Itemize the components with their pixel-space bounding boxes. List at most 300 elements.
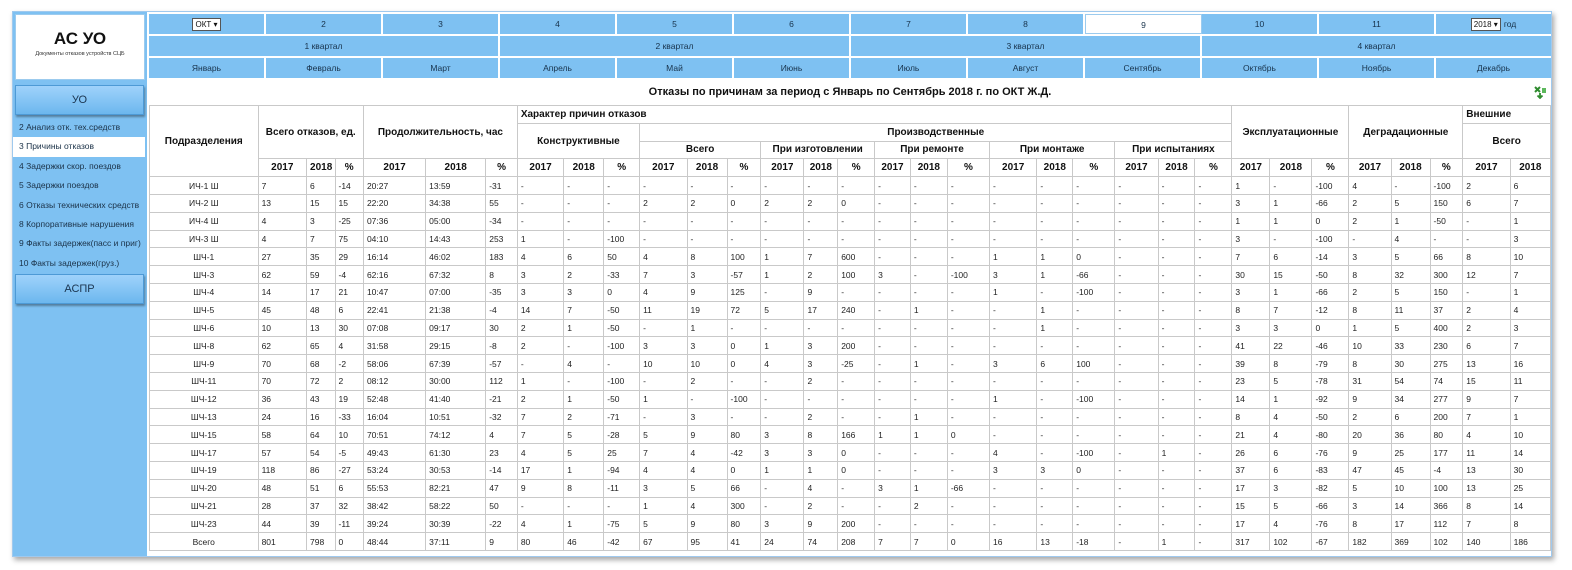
table-cell: 21:38 bbox=[426, 301, 486, 319]
table-cell: - bbox=[517, 497, 563, 515]
table-cell: - bbox=[727, 319, 761, 337]
table-cell: 11 bbox=[1391, 301, 1430, 319]
header-production: Производственные bbox=[640, 123, 1232, 141]
table-cell: 100 bbox=[727, 248, 761, 266]
road-select-cell bbox=[149, 14, 266, 34]
table-cell: 58 bbox=[258, 426, 306, 444]
table-cell: - bbox=[1115, 497, 1158, 515]
table-cell: - bbox=[804, 390, 838, 408]
table-cell: - bbox=[564, 497, 604, 515]
division-name: ИЧ-2 Ш bbox=[150, 194, 259, 212]
table-cell: - bbox=[1195, 319, 1232, 337]
nav-button-aspr[interactable]: АСПР bbox=[15, 274, 144, 304]
table-cell: -94 bbox=[604, 461, 640, 479]
table-row bbox=[150, 283, 1551, 301]
header-percent: % bbox=[727, 159, 761, 177]
table-cell: 3 bbox=[989, 266, 1036, 284]
table-cell: - bbox=[910, 212, 947, 230]
table-cell: 62 bbox=[258, 266, 306, 284]
table-cell: 66 bbox=[727, 479, 761, 497]
table-row bbox=[150, 533, 1551, 551]
table-cell: 3 bbox=[640, 479, 687, 497]
period-number[interactable]: 3 bbox=[383, 14, 500, 34]
table-cell: 9 bbox=[1349, 444, 1391, 462]
table-cell: - bbox=[1158, 479, 1195, 497]
month-cell[interactable]: Октябрь bbox=[1202, 58, 1319, 78]
header-year-2017: 2017 bbox=[1232, 159, 1270, 177]
year-select-value: 2018 bbox=[1473, 20, 1492, 30]
header-year-2018: 2018 bbox=[687, 159, 727, 177]
table-cell: 17 bbox=[517, 461, 563, 479]
table-cell: 6 bbox=[564, 248, 604, 266]
table-cell: 64 bbox=[307, 426, 335, 444]
table-cell: 8 bbox=[486, 266, 518, 284]
month-cell[interactable]: Декабрь bbox=[1436, 58, 1551, 78]
table-cell: -14 bbox=[335, 177, 363, 195]
table-cell: - bbox=[989, 479, 1036, 497]
month-cell[interactable]: Сентябрь bbox=[1085, 58, 1202, 78]
month-cell[interactable]: Февраль bbox=[266, 58, 383, 78]
table-cell: - bbox=[838, 319, 875, 337]
table-cell: 2 bbox=[1463, 177, 1510, 195]
table-cell: - bbox=[1158, 461, 1195, 479]
division-name: ШЧ-20 bbox=[150, 479, 259, 497]
table-cell: 10 bbox=[687, 355, 727, 373]
table-cell: 1 bbox=[761, 266, 804, 284]
header-nature: Характер причин отказов bbox=[517, 106, 1232, 124]
table-cell: - bbox=[1195, 337, 1232, 355]
table-cell: 15 bbox=[1270, 266, 1312, 284]
table-cell: 2 bbox=[1349, 408, 1391, 426]
table-cell: - bbox=[1037, 426, 1073, 444]
table-cell: - bbox=[1073, 212, 1115, 230]
table-cell: 54 bbox=[307, 444, 335, 462]
table-cell: 208 bbox=[838, 533, 875, 551]
sidebar-item[interactable]: 10 Факты задержек(груз.) bbox=[19, 257, 120, 268]
header-percent: % bbox=[604, 159, 640, 177]
table-cell: 1 bbox=[804, 461, 838, 479]
export-excel-icon[interactable] bbox=[1533, 85, 1547, 99]
table-cell: 2 bbox=[761, 194, 804, 212]
table-cell: - bbox=[910, 390, 947, 408]
table-cell: 200 bbox=[838, 515, 875, 533]
table-cell: 4 bbox=[640, 283, 687, 301]
table-cell: 0 bbox=[727, 194, 761, 212]
header-year-2018: 2018 bbox=[910, 159, 947, 177]
table-cell: 4 bbox=[517, 515, 563, 533]
table-cell: 3 bbox=[1510, 319, 1550, 337]
header-year-2017: 2017 bbox=[258, 159, 306, 177]
table-cell: 65 bbox=[307, 337, 335, 355]
table-cell: 67 bbox=[640, 533, 687, 551]
table-cell: - bbox=[1158, 497, 1195, 515]
table-cell: - bbox=[875, 248, 911, 266]
table-cell: - bbox=[564, 337, 604, 355]
table-cell: 100 bbox=[838, 266, 875, 284]
table-cell: - bbox=[1073, 337, 1115, 355]
table-cell: 10 bbox=[335, 426, 363, 444]
table-cell: 52:48 bbox=[363, 390, 425, 408]
table-cell: 1 bbox=[761, 337, 804, 355]
table-cell: 8 bbox=[804, 426, 838, 444]
year-label: год bbox=[1503, 19, 1517, 29]
table-cell: 4 bbox=[1510, 301, 1550, 319]
table-cell: 10 bbox=[258, 319, 306, 337]
table-cell: -46 bbox=[1312, 337, 1349, 355]
table-cell: - bbox=[838, 408, 875, 426]
period-number[interactable]: 10 bbox=[1202, 14, 1319, 34]
table-cell: - bbox=[910, 177, 947, 195]
table-cell: 7 bbox=[258, 177, 306, 195]
table-cell: 369 bbox=[1391, 533, 1430, 551]
sidebar-item[interactable]: 6 Отказы технических средств bbox=[19, 199, 140, 210]
table-cell: 3 bbox=[1232, 194, 1270, 212]
table-cell: 19 bbox=[687, 301, 727, 319]
table-cell: 2 bbox=[804, 194, 838, 212]
table-cell: 6 bbox=[1463, 194, 1510, 212]
table-cell: 11 bbox=[1510, 372, 1550, 390]
table-cell: - bbox=[838, 497, 875, 515]
table-cell: 27 bbox=[258, 248, 306, 266]
table-cell: 39:24 bbox=[363, 515, 425, 533]
table-cell: 7 bbox=[804, 248, 838, 266]
table-cell: 15 bbox=[335, 194, 363, 212]
table-cell: 7 bbox=[910, 533, 947, 551]
period-number[interactable]: 2 bbox=[266, 14, 383, 34]
table-cell: -21 bbox=[486, 390, 518, 408]
table-cell: -28 bbox=[604, 426, 640, 444]
table-cell: - bbox=[875, 177, 911, 195]
table-cell: -100 bbox=[1073, 444, 1115, 462]
sidebar-item[interactable]: 5 Задержки поездов bbox=[19, 180, 99, 191]
table-cell: - bbox=[727, 212, 761, 230]
table-cell: 112 bbox=[486, 372, 518, 390]
table-cell: - bbox=[1115, 230, 1158, 248]
month-cell[interactable]: Апрель bbox=[500, 58, 617, 78]
table-cell: 5 bbox=[687, 479, 727, 497]
table-cell: 4 bbox=[335, 337, 363, 355]
period-number[interactable]: 5 bbox=[617, 14, 734, 34]
table-cell: - bbox=[989, 230, 1036, 248]
table-cell: 2 bbox=[640, 194, 687, 212]
header-year-2017: 2017 bbox=[640, 159, 687, 177]
table-cell: - bbox=[1073, 194, 1115, 212]
table-cell: 4 bbox=[258, 212, 306, 230]
table-cell: - bbox=[604, 355, 640, 373]
period-number[interactable]: 4 bbox=[500, 14, 617, 34]
table-cell: - bbox=[910, 319, 947, 337]
table-cell: 13 bbox=[1463, 461, 1510, 479]
table-cell: 72 bbox=[307, 372, 335, 390]
table-cell: -100 bbox=[604, 337, 640, 355]
table-cell: - bbox=[875, 515, 911, 533]
table-cell: 182 bbox=[1349, 533, 1391, 551]
period-number[interactable]: 8 bbox=[968, 14, 1085, 34]
table-cell: - bbox=[1037, 408, 1073, 426]
table-cell: - bbox=[875, 461, 911, 479]
table-cell: - bbox=[1073, 515, 1115, 533]
table-cell: 125 bbox=[727, 283, 761, 301]
table-cell: 58:06 bbox=[363, 355, 425, 373]
division-name: ШЧ-9 bbox=[150, 355, 259, 373]
table-cell: -100 bbox=[727, 390, 761, 408]
table-cell: -31 bbox=[486, 177, 518, 195]
table-cell: 13 bbox=[258, 194, 306, 212]
table-cell: 36 bbox=[258, 390, 306, 408]
table-cell: - bbox=[838, 372, 875, 390]
table-cell: - bbox=[1115, 337, 1158, 355]
table-cell: 3 bbox=[687, 337, 727, 355]
table-cell: 80 bbox=[727, 426, 761, 444]
month-cell[interactable]: Июль bbox=[851, 58, 968, 78]
table-cell: - bbox=[1195, 194, 1232, 212]
table-cell: 2 bbox=[1349, 283, 1391, 301]
table-cell: - bbox=[1195, 533, 1232, 551]
table-cell: 0 bbox=[727, 355, 761, 373]
table-cell: - bbox=[947, 515, 989, 533]
month-cell[interactable]: Август bbox=[968, 58, 1085, 78]
table-cell: 67:32 bbox=[426, 266, 486, 284]
month-cell[interactable]: Январь bbox=[149, 58, 266, 78]
period-number[interactable]: 6 bbox=[734, 14, 851, 34]
table-cell: -4 bbox=[486, 301, 518, 319]
table-cell: 8 bbox=[1349, 266, 1391, 284]
table-cell: 5 bbox=[1391, 194, 1430, 212]
table-cell: 5 bbox=[1391, 319, 1430, 337]
table-cell: 3 bbox=[1232, 319, 1270, 337]
table-cell: 74 bbox=[804, 533, 838, 551]
table-cell: 4 bbox=[517, 248, 563, 266]
sidebar-menu bbox=[13, 118, 147, 273]
table-cell: - bbox=[838, 283, 875, 301]
table-cell: 19 bbox=[335, 390, 363, 408]
table-cell: 49:43 bbox=[363, 444, 425, 462]
table-cell: - bbox=[875, 408, 911, 426]
road-select[interactable] bbox=[192, 18, 220, 31]
table-cell: -92 bbox=[1312, 390, 1349, 408]
header-total: Всего отказов, ед. bbox=[258, 106, 363, 159]
table-cell: - bbox=[1037, 390, 1073, 408]
table-cell: 1 bbox=[640, 390, 687, 408]
month-cell[interactable]: Ноябрь bbox=[1319, 58, 1436, 78]
table-cell: - bbox=[1115, 248, 1158, 266]
table-cell: -100 bbox=[1312, 230, 1349, 248]
year-select[interactable] bbox=[1471, 18, 1501, 31]
table-cell: 70 bbox=[258, 372, 306, 390]
table-cell: 6 bbox=[335, 301, 363, 319]
table-cell: -100 bbox=[947, 266, 989, 284]
table-cell: - bbox=[1270, 230, 1312, 248]
table-cell: - bbox=[687, 230, 727, 248]
road-select-value: ОКТ bbox=[195, 20, 212, 30]
table-cell: - bbox=[1115, 194, 1158, 212]
table-cell: 10 bbox=[640, 355, 687, 373]
header-year-2017: 2017 bbox=[875, 159, 911, 177]
table-cell: -32 bbox=[486, 408, 518, 426]
table-cell: 55:53 bbox=[363, 479, 425, 497]
header-year-2018: 2018 bbox=[1037, 159, 1073, 177]
table-row bbox=[150, 444, 1551, 462]
table-cell: -27 bbox=[335, 461, 363, 479]
table-cell: 2 bbox=[564, 266, 604, 284]
table-cell: 1 bbox=[1510, 283, 1550, 301]
sidebar-item[interactable]: 8 Корпоративные нарушения bbox=[19, 218, 135, 229]
table-cell: 1 bbox=[1510, 212, 1550, 230]
table-cell: 4 bbox=[761, 355, 804, 373]
table-cell: - bbox=[517, 212, 563, 230]
table-cell: 5 bbox=[640, 515, 687, 533]
table-cell: 14 bbox=[1510, 497, 1550, 515]
table-cell: 4 bbox=[687, 461, 727, 479]
table-cell: 26 bbox=[1232, 444, 1270, 462]
table-cell: 5 bbox=[1391, 248, 1430, 266]
table-cell: 1 bbox=[1232, 177, 1270, 195]
table-cell: -34 bbox=[486, 212, 518, 230]
division-name: ИЧ-3 Ш bbox=[150, 230, 259, 248]
table-cell: 21 bbox=[1232, 426, 1270, 444]
table-cell: 15 bbox=[1463, 372, 1510, 390]
table-cell: 2 bbox=[517, 337, 563, 355]
month-cell[interactable]: Май bbox=[617, 58, 734, 78]
table-cell: 1 bbox=[1158, 533, 1195, 551]
table-cell: -83 bbox=[1312, 461, 1349, 479]
quarter-cell[interactable]: 1 квартал bbox=[149, 36, 500, 56]
table-cell: - bbox=[910, 194, 947, 212]
table-cell: 0 bbox=[1312, 212, 1349, 230]
table-cell: 58:22 bbox=[426, 497, 486, 515]
header-testing: При испытаниях bbox=[1115, 141, 1232, 159]
sidebar-item[interactable]: 9 Факты задержек(пасс и приг) bbox=[19, 238, 141, 249]
table-cell: 10 bbox=[1349, 337, 1391, 355]
table-cell: - bbox=[1037, 444, 1073, 462]
header-external: Внешние bbox=[1463, 106, 1551, 124]
table-cell: 3 bbox=[1270, 479, 1312, 497]
table-cell: -50 bbox=[1312, 266, 1349, 284]
table-cell: - bbox=[989, 319, 1036, 337]
table-cell: 9 bbox=[687, 426, 727, 444]
report-table bbox=[149, 105, 1551, 551]
period-number[interactable]: 9 bbox=[1085, 14, 1202, 34]
table-cell: 0 bbox=[1073, 248, 1115, 266]
table-cell: 41 bbox=[727, 533, 761, 551]
table-cell: 7 bbox=[1510, 266, 1550, 284]
month-cell[interactable]: Март bbox=[383, 58, 500, 78]
nav-button-uo[interactable]: УО bbox=[15, 85, 144, 115]
period-number[interactable]: 11 bbox=[1319, 14, 1436, 34]
table-cell: - bbox=[1158, 177, 1195, 195]
table-cell: - bbox=[1115, 372, 1158, 390]
table-row bbox=[150, 479, 1551, 497]
quarter-cell[interactable]: 2 квартал bbox=[500, 36, 851, 56]
table-cell: 43 bbox=[307, 390, 335, 408]
table-cell: 37 bbox=[1430, 301, 1463, 319]
table-cell: 14 bbox=[1391, 497, 1430, 515]
sidebar-item[interactable]: 2 Анализ отк. тех.средств bbox=[19, 122, 121, 132]
table-cell: 25 bbox=[1510, 479, 1550, 497]
header-year-2017: 2017 bbox=[1463, 159, 1510, 177]
app-logo bbox=[15, 14, 145, 80]
table-cell: - bbox=[1037, 194, 1073, 212]
table-cell: 1 bbox=[1037, 319, 1073, 337]
table-cell: 1 bbox=[1270, 194, 1312, 212]
table-cell: 25 bbox=[1391, 444, 1430, 462]
table-cell: 67:39 bbox=[426, 355, 486, 373]
table-cell: - bbox=[910, 337, 947, 355]
table-cell: 8 bbox=[1232, 408, 1270, 426]
table-cell: - bbox=[761, 497, 804, 515]
table-cell: 3 bbox=[1232, 283, 1270, 301]
table-cell: - bbox=[564, 194, 604, 212]
table-cell: 37 bbox=[307, 497, 335, 515]
table-cell: 74:12 bbox=[426, 426, 486, 444]
division-name: ШЧ-17 bbox=[150, 444, 259, 462]
table-cell: 0 bbox=[335, 533, 363, 551]
table-cell: -33 bbox=[335, 408, 363, 426]
table-cell: 7 bbox=[875, 533, 911, 551]
table-cell: 1 bbox=[1270, 212, 1312, 230]
table-cell: 4 bbox=[804, 479, 838, 497]
table-cell: -57 bbox=[486, 355, 518, 373]
table-cell: 32 bbox=[1391, 266, 1430, 284]
table-cell: -79 bbox=[1312, 355, 1349, 373]
table-cell: - bbox=[727, 177, 761, 195]
table-cell: -75 bbox=[604, 515, 640, 533]
quarter-cell[interactable]: 3 квартал bbox=[851, 36, 1202, 56]
table-cell: -25 bbox=[335, 212, 363, 230]
table-cell: - bbox=[989, 194, 1036, 212]
table-cell: 5 bbox=[1270, 372, 1312, 390]
table-cell: 75 bbox=[335, 230, 363, 248]
table-cell: 9 bbox=[1349, 390, 1391, 408]
table-cell: - bbox=[838, 390, 875, 408]
table-cell: - bbox=[761, 408, 804, 426]
table-cell: -66 bbox=[947, 479, 989, 497]
month-cell[interactable]: Июнь bbox=[734, 58, 851, 78]
period-number[interactable]: 7 bbox=[851, 14, 968, 34]
table-cell: 68 bbox=[307, 355, 335, 373]
table-row bbox=[150, 355, 1551, 373]
table-cell: 14 bbox=[517, 301, 563, 319]
table-cell: 16 bbox=[989, 533, 1036, 551]
table-cell: -100 bbox=[1073, 390, 1115, 408]
table-cell: 4 bbox=[1270, 408, 1312, 426]
table-cell: 57 bbox=[258, 444, 306, 462]
table-cell: 4 bbox=[687, 444, 727, 462]
table-cell: 41 bbox=[1232, 337, 1270, 355]
table-cell: 0 bbox=[947, 426, 989, 444]
table-cell: - bbox=[1037, 212, 1073, 230]
table-cell: 1 bbox=[517, 230, 563, 248]
quarter-cell[interactable]: 4 квартал bbox=[1202, 36, 1551, 56]
table-cell: 25 bbox=[604, 444, 640, 462]
table-cell: - bbox=[1073, 177, 1115, 195]
table-cell: 80 bbox=[1430, 426, 1463, 444]
table-cell: -50 bbox=[604, 301, 640, 319]
table-cell: 46:02 bbox=[426, 248, 486, 266]
sidebar-item[interactable]: 3 Причины отказов bbox=[13, 137, 145, 156]
table-cell: - bbox=[1270, 177, 1312, 195]
table-cell: 7 bbox=[1463, 408, 1510, 426]
table-cell: 16 bbox=[1510, 355, 1550, 373]
table-cell: 7 bbox=[1510, 390, 1550, 408]
sidebar-item[interactable]: 4 Задержки скор. поездов bbox=[19, 160, 121, 171]
table-cell: - bbox=[1115, 177, 1158, 195]
table-cell: 4 bbox=[640, 248, 687, 266]
division-name: ШЧ-4 bbox=[150, 283, 259, 301]
table-cell: 3 bbox=[1510, 230, 1550, 248]
header-year-2017: 2017 bbox=[517, 159, 563, 177]
table-cell: -50 bbox=[1312, 408, 1349, 426]
